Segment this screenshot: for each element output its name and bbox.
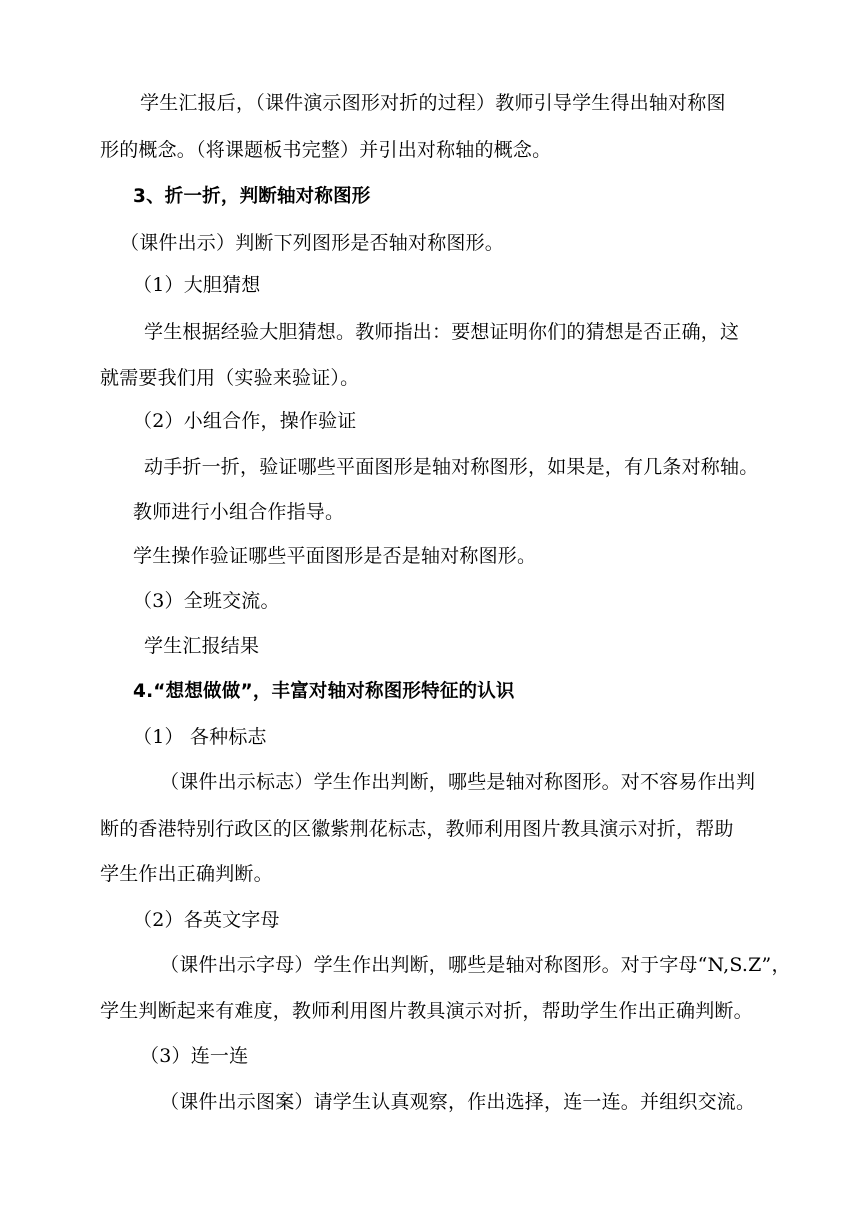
paragraph-line: 学生判断起来有难度，教师利用图片教具演示对折，帮助学生作出正确判断。	[100, 1000, 753, 1022]
paragraph-line: （课件出示）判断下列图形是否轴对称图形。	[120, 232, 505, 254]
subsection-heading: （2）小组合作，操作验证	[133, 410, 357, 432]
paragraph-line: （课件出示标志）学生作出判断，哪些是轴对称图形。对不容易作出判	[160, 771, 756, 793]
paragraph-line: 学生作出正确判断。	[100, 863, 273, 885]
paragraph-line: 学生根据经验大胆猜想。教师指出：要想证明你们的猜想是否正确，这	[144, 321, 740, 343]
subsection-heading: （1）大胆猜想	[133, 274, 261, 296]
paragraph-line: 形的概念。（将课题板书完整）并引出对称轴的概念。	[100, 139, 552, 161]
paragraph-line: 学生操作验证哪些平面图形是否是轴对称图形。	[133, 545, 537, 567]
paragraph-line: （课件出示图案）请学生认真观察，作出选择，连一连。并组织交流。	[160, 1091, 756, 1113]
paragraph-line: 动手折一折，验证哪些平面图形是轴对称图形，如果是，有几条对称轴。	[144, 456, 759, 478]
section-heading: 3、折一折，判断轴对称图形	[133, 186, 371, 207]
paragraph-line: 就需要我们用（实验来验证）。	[100, 367, 360, 389]
subsection-heading: （3）全班交流。	[133, 590, 280, 612]
subsection-heading: （1） 各种标志	[133, 726, 267, 748]
paragraph-line: 学生汇报结果	[144, 635, 260, 657]
subsection-heading: （2）各英文字母	[133, 909, 280, 931]
paragraph-line: 教师进行小组合作指导。	[133, 501, 345, 523]
paragraph-line: 学生汇报后，（课件演示图形对折的过程）教师引导学生得出轴对称图	[140, 92, 726, 114]
subsection-heading: （3）连一连	[140, 1045, 249, 1067]
paragraph-line: 断的香港特别行政区的区徽紫荆花标志，教师利用图片教具演示对折，帮助	[100, 818, 734, 840]
paragraph-line: （课件出示字母）学生作出判断，哪些是轴对称图形。对于字母“N,S.Z”，	[160, 954, 791, 976]
section-heading: 4.“想想做做”，丰富对轴对称图形特征的认识	[133, 681, 515, 702]
